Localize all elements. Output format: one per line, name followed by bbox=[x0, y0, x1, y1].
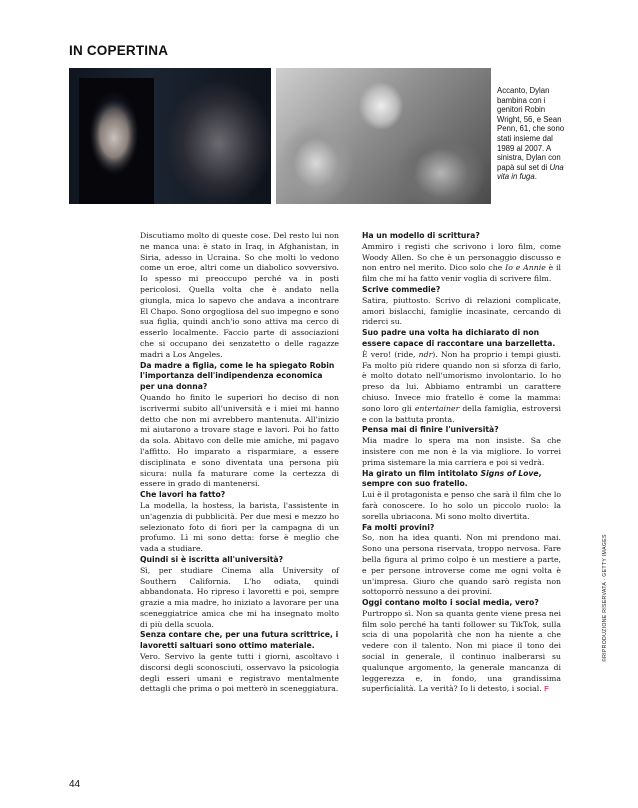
article-column-right bbox=[362, 231, 561, 695]
article-column-left bbox=[140, 231, 339, 695]
question: Scrive commedie? bbox=[362, 284, 441, 294]
question: Senza contare che, per una futura scrittrice, i lavoretti saltuari sono ottimo materiale. bbox=[140, 630, 339, 651]
answer-text: ). Non ha proprio i tempi giusti. Fa molto più ridere quando non si sforza di farlo, è molto dotato nell'umorismo involontario. Io ho preso da lui. Abbiamo entrambi un carattere chiuso. Invece mio fratello è come la mamma: sono loro gli bbox=[362, 349, 561, 413]
caption-end: . bbox=[534, 172, 537, 182]
editor-note: ndr bbox=[418, 349, 433, 359]
end-mark: F bbox=[544, 684, 549, 694]
answer-text: è il film che mi ha fatto venir voglia di scrivere film. bbox=[362, 263, 561, 284]
answer-text: È vero! (ride, bbox=[362, 349, 419, 359]
italic-word: entertainer bbox=[414, 403, 460, 413]
answer bbox=[362, 609, 561, 695]
photo-shadow bbox=[79, 78, 154, 204]
page-number: 44 bbox=[69, 779, 81, 790]
caption-film-title: Una vita in fuga bbox=[497, 162, 564, 182]
question: Fa molti provini? bbox=[362, 522, 435, 532]
answer: Lui è il protagonista e penso che sarà il film che lo farà conoscere. Io ho solo un piccolo ruolo: la sorella ubriacona. Mi sono molto divertita. bbox=[362, 490, 561, 521]
answer: So, non ha idea quanti. Non mi prendono mai. Sono una persona riservata, troppo nervosa. Fare bella figura al primo colpo è un mestiere a parte, e per persone introverse come me ogni volta è un'impresa. Giuro che quando sarò regista non sottoporrò nessuno a dei provini. bbox=[362, 533, 561, 597]
photo-credit: ©RIPRODUZIONE RISERVATA · GETTY IMAGES bbox=[602, 534, 608, 662]
paragraph: Discutiamo molto di queste cose. Del resto lui non ne manca una: è stato in Iraq, in Afghanistan, in Siria, adesso in Ucraina. So che molti lo vedono come un eroe, altri come un diabolico sovversivo. Io spesso mi preoccupo perché va in posti pericolosi. Quella volta che è andato nella giungla, mica lo sapevo che andava a incontrare El Chapo. Sono orgogliosa del suo impegno e sono sua figlia, quindi anch'io sono attiva ma cerco di esserlo localmente. Faccio parte di associazioni che si occupano dei senzatetto o delle ragazze madri a Los Angeles. bbox=[140, 231, 339, 359]
section-label: IN COPERTINA bbox=[69, 43, 169, 58]
question: Ha un modello di scrittura? bbox=[362, 231, 480, 240]
photo-family bbox=[276, 68, 491, 204]
answer: Mia madre lo spera ma non insiste. Sa che insistere con me non è la via migliore. Io vorrei prima sistemare la mia carriera e poi si vedrà. bbox=[362, 436, 561, 467]
question: Suo padre una volta ha dichiarato di non essere capace di raccontare una barzelletta. bbox=[362, 328, 556, 348]
answer bbox=[362, 242, 561, 285]
photo-caption bbox=[497, 86, 567, 182]
answer: Vero. Servivo la gente tutti i giorni, ascoltavo i discorsi degli sconosciuti, osservavo la psicologia degli esseri umani e registravo mentalmente dettagli che prima o poi metterò in sceneggiatura. bbox=[140, 652, 339, 694]
answer bbox=[362, 350, 561, 426]
answer: Quando ho finito le superiori ho deciso di non iscrivermi subito all'università e i miei mi hanno detto che non mi avrebbero mantenuta. All'inizio mi aiutarono a trovare stage e lavori. Poi ho fatto da sola. Abitavo con delle mie amiche, mi pagavo l'affitto. Ho imparato a risparmiare, a essere disciplinata e sono diventata una persona più sicura: nulla fa maturare come la certezza di essere in grado di mantenersi. bbox=[140, 392, 339, 489]
question bbox=[362, 469, 561, 491]
answer-text: della famiglia, estroversi e con la battuta pronta. bbox=[362, 403, 561, 424]
film-title: Signs of Love bbox=[480, 468, 539, 478]
photo-dylan-on-set bbox=[69, 68, 271, 204]
caption-text: Accanto, Dylan bambina con i genitori Robin Wright, 56, e Sean Penn, 61, che sono stati insieme dal 1989 al 2007. A sinistra, Dylan con papà sul set di bbox=[497, 86, 565, 172]
film-title: Io e Annie bbox=[505, 263, 546, 273]
question: Che lavori ha fatto? bbox=[140, 490, 226, 500]
answer-text: Purtroppo sì. Non sa quanta gente viene presa nei film solo perché ha tanti follower su TikTok, sulla scia di una popolarità che non ha niente a che vedere con il talento. Non mi piace il tono dei social in generale, il continuo inalberarsi su qualunque argomento, la generale mancanza di leggerezza e, in fondo, una grandissima superficialità. La verità? Io li detesto, i social. bbox=[362, 608, 561, 694]
answer: Sì, per studiare Cinema alla University of Southern California. L'ho odiata, quindi abbandonata. Ho ripreso i lavoretti e poi, sempre grazie a mia madre, ho iniziato a lavorare per una sceneggiatrice amica che mi ha insegnato molto di più della scuola. bbox=[140, 565, 339, 629]
question-text: Ha girato un film intitolato bbox=[362, 468, 481, 478]
question: Oggi contano molto i social media, vero? bbox=[362, 598, 539, 608]
question: Quindi si è iscritta all'università? bbox=[140, 554, 284, 564]
question: Pensa mai di finire l'università? bbox=[362, 425, 499, 435]
answer: Satira, piuttosto. Scrivo di relazioni complicate, amori bislacchi, famiglie incasinate, cercando di riderci su. bbox=[362, 295, 561, 327]
question: Da madre a figlia, come le ha spiegato Robin l'importanza dell'indipendenza economica per una donna? bbox=[140, 360, 335, 392]
question-text: , sempre con suo fratello. bbox=[362, 468, 542, 489]
answer: La modella, la hostess, la barista, l'assistente in un'agenzia di pubblicità. Per due mesi e mezzo ho selezionato foto di fiori per la campagna di un profumo. Lì mi sono detta: forse è meglio che vada a studiare. bbox=[140, 500, 339, 554]
answer-text: Ammiro i registi che scrivono i loro film, come Woody Allen. So che è un personaggio discusso e non entro nel merito. Dico solo che bbox=[362, 241, 561, 273]
